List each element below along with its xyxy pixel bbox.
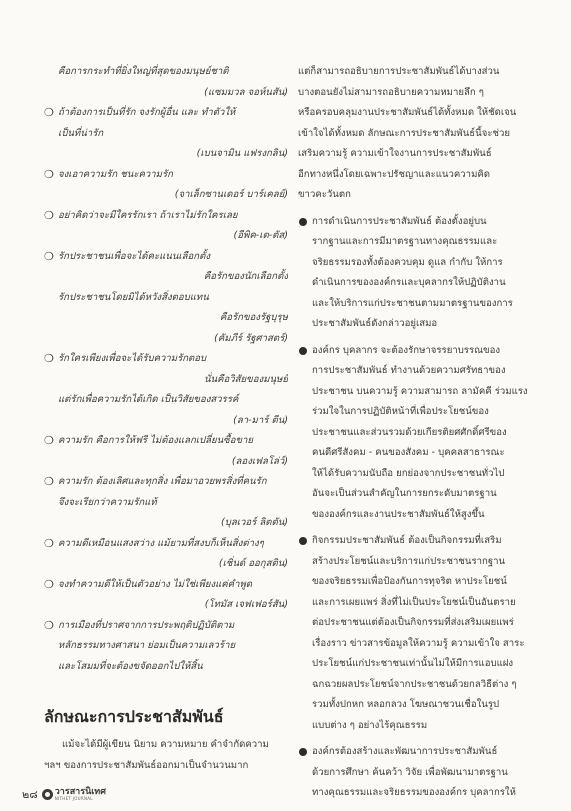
- quote-item: [44, 165, 288, 206]
- quote-attribution: (แซมมวล จอห์นสัน): [204, 86, 288, 98]
- quote-line: คือรักของรัฐบุรุษ: [219, 312, 288, 323]
- principle-line: จริยธรรมรองทั้งต้องควบคุม ดูแล กำกับ ให้การ: [312, 256, 503, 268]
- quote-line: จึงจะเรียกว่าความรักแท้: [58, 496, 157, 508]
- quote-line: และโสมมที่จะต้องขจัดออกไปให้สิ้น: [58, 660, 203, 672]
- quote-item: [44, 103, 288, 165]
- quote-attribution: (จาเล็กซานเดอร์ บาร์เคลย์): [174, 189, 288, 200]
- quote-line: ความรัก ต้องเลิศและทุกสิ่ง เพื่อมาอวยพรสิ่งที่คนรัก: [58, 476, 267, 487]
- principle-line: ดำเนินการขององค์กรและบุคลากรให้ปฏิบัติงาน: [312, 277, 506, 288]
- paragraph-line: ฯลฯ ของการประชาสัมพันธ์ออกมาเป็นจำนวนมาก: [44, 759, 249, 771]
- principle-line: สร้างประโยชน์และบริการแก่ประชาชนรากฐาน: [312, 555, 506, 567]
- quote-attribution: (เชิ่นด์ ออกุสติน): [218, 558, 288, 569]
- logo-subtitle: NITHET JOURNAL: [54, 795, 93, 801]
- principle-line: ของจริยธรรมเพื่อป้องกันการทุจริต หาประโยชน์: [312, 576, 507, 587]
- quote-item: [44, 247, 288, 350]
- principle-item: [298, 212, 536, 335]
- principle-item: [298, 341, 536, 526]
- quote-bullet-icon: ❍: [44, 249, 54, 263]
- quote-attribution: (อีพิค-เต-ตัส): [233, 230, 288, 241]
- quote-line: อย่าคิดว่าจะมีใครรักเรา ถ้าเราไม่รักใครเลย: [58, 209, 238, 221]
- page-number: ๒๘: [22, 788, 38, 801]
- principle-line: ด้วยการศึกษา ค้นคว้า วิจัย เพื่อพัฒนามาตรฐาน: [312, 766, 508, 778]
- principle-line: การดำเนินการประชาสัมพันธ์ ต้องตั้งอยู่บน: [312, 215, 487, 227]
- intro-line: เสริมความรู้ ความเข้าใจงานการประชาสัมพันธ์: [298, 148, 492, 159]
- principle-line: องค์กร บุคลากร จะต้องรักษาจรรยาบรรณของ: [312, 344, 501, 356]
- principle-line: ขององค์กรและงานประชาสัมพันธ์ให้สูงขึ้น: [312, 508, 485, 520]
- quote-item: [44, 472, 288, 534]
- principle-item: [298, 742, 536, 804]
- logo-title: วารสารนิเทศ: [54, 786, 106, 797]
- quote-bullet-icon: ❍: [44, 106, 54, 119]
- quote-line: คือรักของนักเลือกตั้ง: [203, 271, 288, 282]
- principle-line: กิจกรรมประชาสัมพันธ์ ต้องเป็นกิจกรรมที่เสริม: [312, 535, 502, 546]
- principle-line: ประชาชน บนความรู้ ความสามารถ ลามัคคี ร่วมแรง: [312, 385, 528, 397]
- principle-line: รากฐานและการมีมาตรฐานทางคุณธรรมและ: [312, 236, 498, 247]
- principle-line: อันจะเป็นส่วนสำคัญในการยกระดับมาตรฐาน: [312, 488, 497, 499]
- intro-line: อีกทางหนึ่งโดยเฉพาะปรัชญาและแนวความคิด: [298, 168, 491, 180]
- intro-line: ขาวคะวันตก: [298, 189, 351, 200]
- quote-attribution: (เบนจามิน แฟรงกลิน): [196, 148, 288, 159]
- principle-line: แบบต่าง ๆ อย่างไร้คุณธรรม: [312, 719, 428, 731]
- principle-line: คนดีศรีสังคม - คนของสังคม - บุคคลสาธารณะ: [312, 447, 505, 458]
- principle-line: ต่อประชาชนแต่ต้องเป็นกิจกรรมที่ส่งเสริมเผยแพร่: [312, 617, 514, 628]
- quote-line: จงทำความดีให้เป็นตัวอย่าง ไม่ใช่เพียงแค่คำพูด: [58, 578, 253, 590]
- quote-line: จงเอาความรัก ชนะความรัก: [58, 168, 173, 180]
- quote-line: ถ้าต้องการเป็นที่รัก จงรักผู้อื่น และ ทำตัวให้: [58, 107, 236, 118]
- quote-line: รักประชาชนเพื่อจะได้คะแนนเลือกตั้ง: [58, 250, 211, 262]
- quote-bullet-icon: ❍: [44, 475, 54, 488]
- principle-line: ฉกฉวยผลประโยชน์จากประชาชนด้วยกลวิธีต่าง ๆ: [312, 678, 517, 690]
- right-column: [298, 62, 536, 804]
- quote-line: การเมืองที่ปราศจากการประพฤติปฏิบัติตาม: [58, 619, 235, 631]
- quote-attribution: (บุลเวอร์ ลิตตัน): [221, 517, 288, 528]
- left-column: [44, 62, 288, 677]
- quote-line: ความดีเหมือนแสงสว่าง แม้ยามที่สงบก็เห็นสิ่งต่างๆ: [58, 537, 264, 549]
- intro-line: บางตอนยังไม่สามารถอธิบายความหมายลึก ๆ: [298, 86, 484, 98]
- quote-attribution: (ลองเฟลโล่ว์): [231, 455, 288, 467]
- quote-item: [44, 62, 288, 103]
- intro-line: หรือครอบคลุมงานประชาสัมพันธ์ได้ทั้งหมด ให้ชัดเจน: [298, 107, 517, 118]
- section-heading: ลักษณะการประชาสัมพันธ์: [44, 707, 224, 726]
- quote-bullet-icon: ❍: [44, 208, 54, 222]
- quote-item: [44, 349, 288, 431]
- intro-line: เข้าใจได้ทั้งหมด ลักษณะการประชาสัมพันธ์นี้จะช่วย: [298, 127, 510, 139]
- quote-line: เป็นที่น่ารัก: [58, 127, 104, 139]
- principle-line: ให้ได้รับความนับถือ ยกย่องจากประชาชนทั่วไป: [312, 467, 505, 479]
- principle-line: ประชาสัมพันธ์ดังกล่าวอยู่เสมอ: [312, 318, 438, 329]
- principle-line: เรื่องราว ข่าวสารข้อมูลให้ความรู้ ความเข้าใจ สาระ: [312, 637, 525, 649]
- logo-mark-icon: [42, 789, 53, 800]
- quote-line: แต่รักเพื่อความรักได้เกิด เป็นวิสัยของสวรรค์: [58, 394, 239, 405]
- quote-item: [44, 575, 288, 616]
- quote-line: นั่นคือวิสัยของมนุษย์: [204, 373, 288, 385]
- principle-line: ประชาชนและส่วนรวมด้วยเกียรติยศศักดิ์ศรีของ: [312, 426, 507, 438]
- principle-line: ประโยชน์แก่ประชาชนเท่านั้นไม่ให้มีการแอบแฝง: [312, 658, 514, 669]
- quote-attribution: (ลา-มาร์ ตีน): [233, 414, 288, 426]
- section-paragraph: [44, 735, 288, 776]
- principle-line: องค์กรต้องสร้างและพัฒนาการประชาสัมพันธ์: [312, 746, 498, 757]
- quote-bullet-icon: ❍: [44, 434, 54, 447]
- quote-bullet-icon: ❍: [44, 167, 54, 181]
- quote-line: คือการกระทำที่ยิ่งใหญ่ที่สุดของมนุษย์ชาติ: [58, 66, 229, 77]
- quote-bullet-icon: ❍: [44, 618, 54, 632]
- principle-line: ทางคุณธรรมและจริยธรรมขององค์กร บุคลากรให้: [312, 787, 516, 798]
- quote-attribution: (โทมัส เจฟเฟอร์สัน): [204, 599, 288, 610]
- quote-item: [44, 534, 288, 575]
- principle-item: [298, 531, 536, 736]
- quote-item: [44, 206, 288, 247]
- intro-line: แต่ก็สามารถอธิบายการประชาสัมพันธ์ได้บางส่วน: [298, 66, 500, 77]
- principle-line: และให้บริการแก่ประชาชนตามมาตรฐานของการ: [312, 297, 513, 309]
- page-footer: [22, 786, 106, 802]
- journal-logo: [42, 788, 106, 801]
- quote-item: [44, 431, 288, 472]
- paragraph-line: แม้จะได้มีผู้เขียน นิยาม ความหมาย คำจำกัดความ: [62, 739, 269, 750]
- quote-item: [44, 616, 288, 678]
- principle-line: ร่วมใจในการปฏิบัติหน้าที่เพื่อประโยชน์ของ: [312, 406, 489, 417]
- quote-attribution: (คัมภีร์ รัฐศาสตร์): [214, 332, 288, 344]
- quote-line: หลักธรรมทางศาสนา ย่อมเป็นความเลวร้าย: [58, 640, 236, 651]
- quote-line: ความรัก คือการให้ฟรี ไม่ต้องแลกเปลี่ยนซื้อขาย: [58, 435, 254, 446]
- quote-bullet-icon: ❍: [44, 352, 54, 365]
- quote-line: รักใครเพียงเพื่อจะได้รับความรักตอบ: [58, 353, 207, 364]
- principle-line: การประชาสัมพันธ์ ทำงานด้วยความศรัทธาของ: [312, 365, 506, 376]
- quote-bullet-icon: ❍: [44, 577, 54, 591]
- quote-line: รักประชาชนโดยมิได้หวังสิ่งตอบแทน: [58, 291, 209, 303]
- principle-line: รวมทั้งปกหก หลอกลวง โฆษณาชวนเชื่อในรูป: [312, 699, 500, 710]
- principle-line: และการเผยแพร่ สิ่งที่ไม่เป็นประโยชน์เป็นอันตราย: [312, 596, 516, 608]
- quote-bullet-icon: ❍: [44, 536, 54, 550]
